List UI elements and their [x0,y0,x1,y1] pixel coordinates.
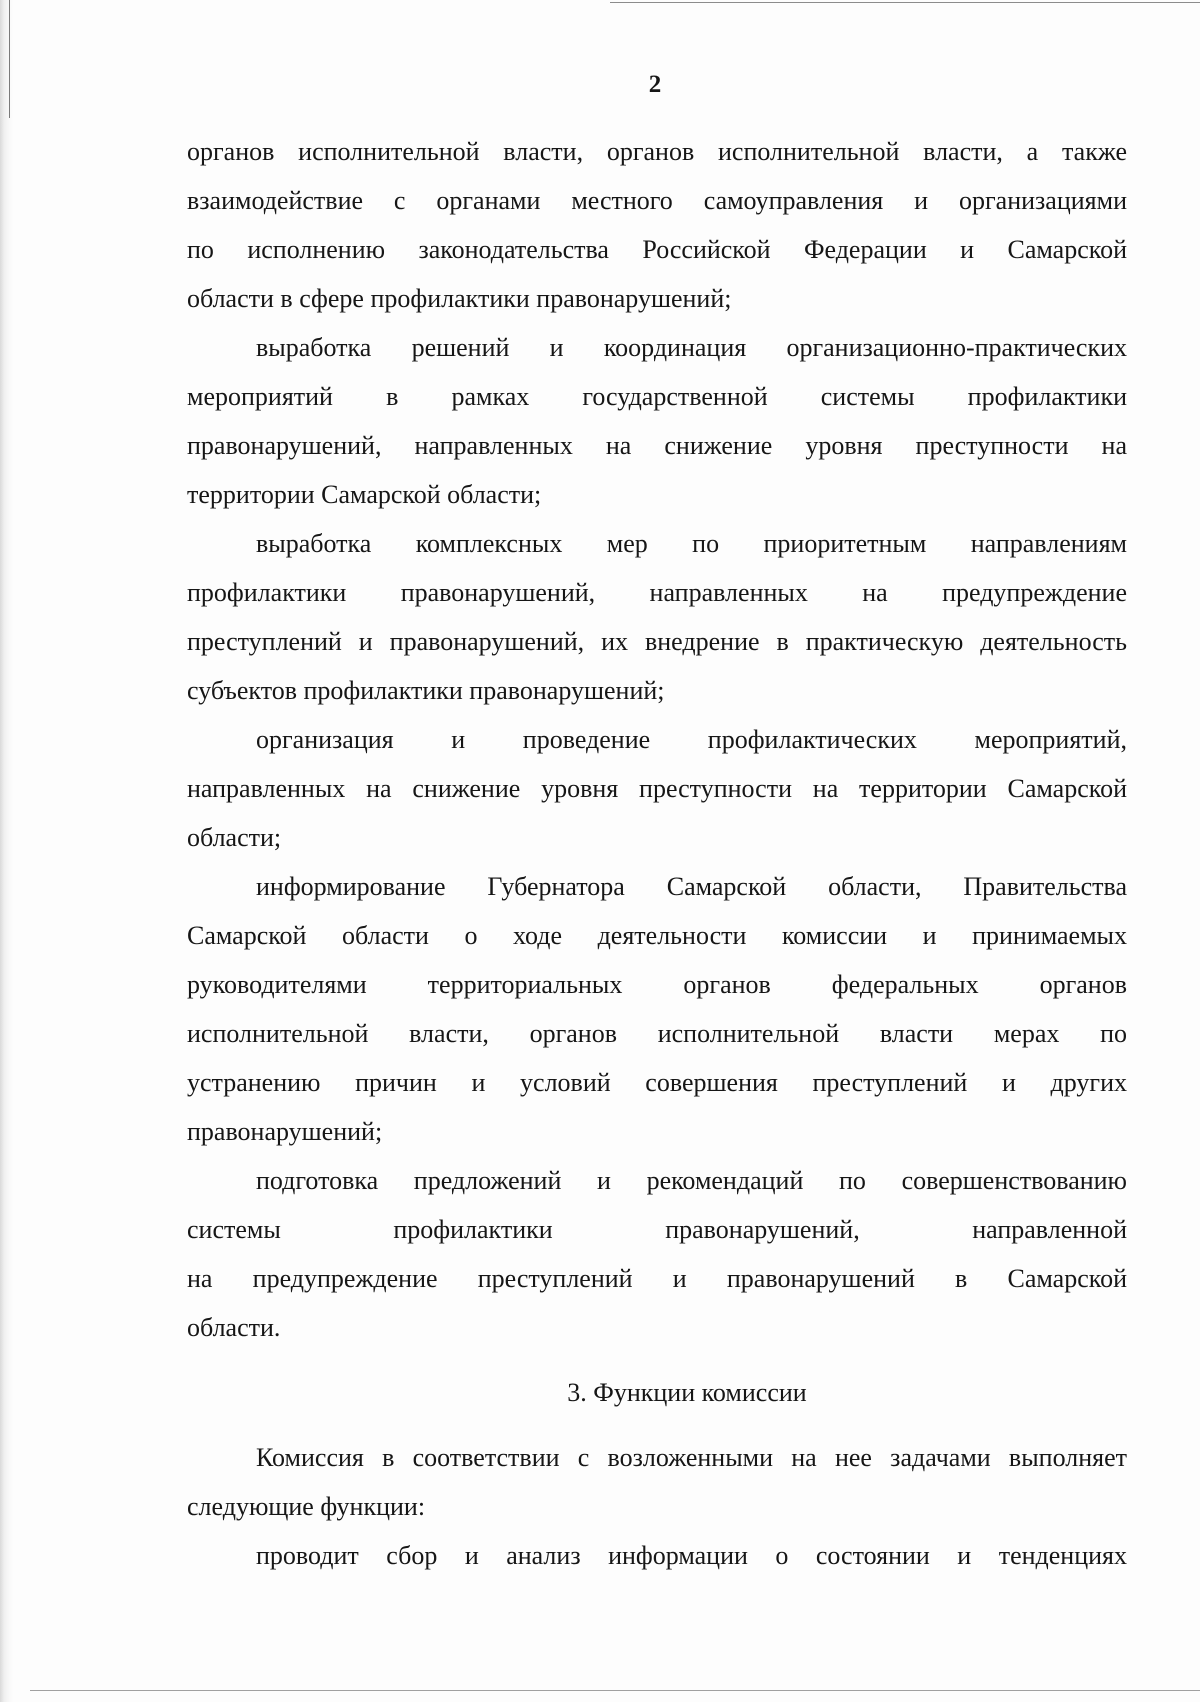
page-number: 2 [648,71,662,98]
text-line: подготовка предложений и рекомендаций по совершенствованию [256,1166,1127,1195]
text-line: правонарушений; [187,1117,383,1146]
text-line: Самарской области о ходе деятельности комиссии и принимаемых [187,921,1127,950]
scan-edge-line [9,0,10,118]
text-line: выработка решений и координация организационно-практических [256,333,1127,362]
text-line: области; [187,823,282,852]
scan-edge-shadow [0,0,14,1702]
text-line: правонарушений, направленных на снижение уровня преступности на [187,431,1127,460]
text-line: Комиссия в соответствии с возложенными на нее задачами выполняет [256,1443,1127,1472]
text-line: области в сфере профилактики правонарушений; [187,284,732,313]
scan-bottom-line [30,1690,1200,1691]
text-line: организация и проведение профилактических мероприятий, [256,725,1127,754]
text-line: профилактики правонарушений, направленных на предупреждение [187,578,1127,607]
scan-top-line [610,2,1200,3]
text-line: направленных на снижение уровня преступности на территории Самарской [187,774,1127,803]
text-line: выработка комплексных мер по приоритетным направлениям [256,529,1127,558]
text-line: территории Самарской области; [187,480,542,509]
text-line: органов исполнительной власти, органов исполнительной власти, а также [187,137,1127,166]
text-line: субъектов профилактики правонарушений; [187,676,665,705]
text-line: системы профилактики правонарушений, направленной [187,1215,1127,1244]
text-line: по исполнению законодательства Российской Федерации и Самарской [187,235,1127,264]
text-line: исполнительной власти, органов исполнительной власти мерах по [187,1019,1127,1048]
text-line: устранению причин и условий совершения преступлений и других [187,1068,1127,1097]
section-heading: 3. Функции комиссии [567,1378,807,1407]
text-line: области. [187,1313,281,1342]
text-line: проводит сбор и анализ информации о состоянии и тенденциях [256,1541,1127,1570]
text-line: преступлений и правонарушений, их внедрение в практическую деятельность [187,627,1127,656]
text-line: на предупреждение преступлений и правонарушений в Самарской [187,1264,1127,1293]
text-line: взаимодействие с органами местного самоуправления и организациями [187,186,1127,215]
text-line: информирование Губернатора Самарской области, Правительства [256,872,1127,901]
text-line: мероприятий в рамках государственной системы профилактики [187,382,1127,411]
text-line: следующие функции: [187,1492,426,1521]
text-line: руководителями территориальных органов федеральных органов [187,970,1127,999]
